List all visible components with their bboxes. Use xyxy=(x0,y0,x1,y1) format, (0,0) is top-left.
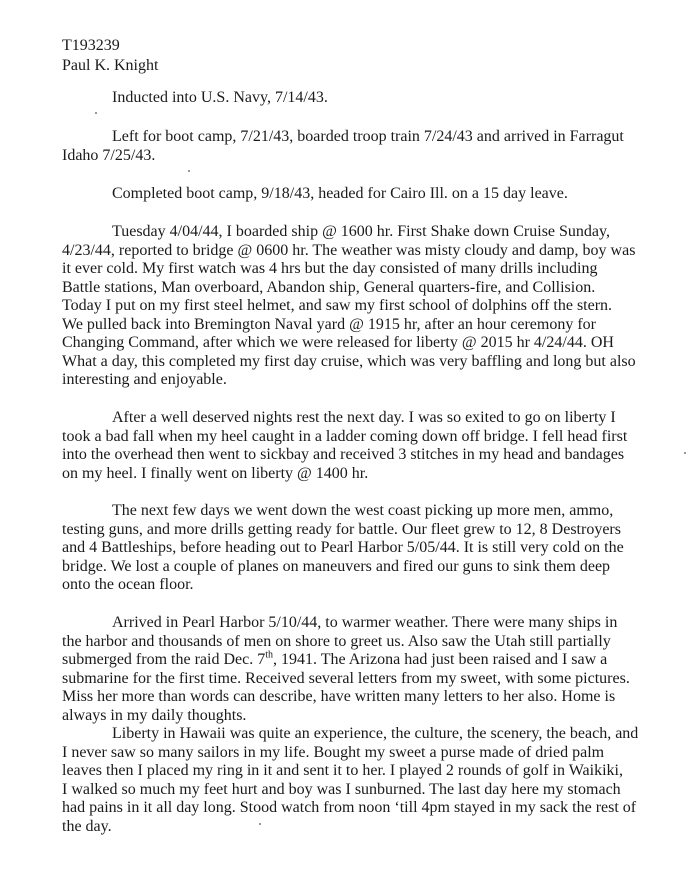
text-line: Changing Command, after which we were released for liberty @ 2015 hr 4/24/44. OH xyxy=(62,334,614,351)
text-line: Arrived in Pearl Harbor 5/10/44, to warmer weather. There were many ships in xyxy=(112,614,618,631)
document-header xyxy=(62,37,158,77)
text-line: Tuesday 4/04/44, I boarded ship @ 1600 hr. First Shake down Cruise Sunday, xyxy=(112,223,610,240)
document-id: T193239 xyxy=(62,37,120,54)
scan-speck xyxy=(188,170,190,172)
text-fragment: , 1941. The Arizona had just been raised and I saw a xyxy=(272,651,608,668)
scan-speck xyxy=(259,823,261,825)
ordinal-suffix: th xyxy=(265,649,273,661)
text-line: Completed boot camp, 9/18/43, headed for Cairo Ill. on a 15 day leave. xyxy=(112,185,568,202)
text-line: Battle stations, Man overboard, Abandon ship, General quarters-fire, and Collision. xyxy=(62,278,596,296)
text-line: took a bad fall when my heel caught in a ladder coming down off bridge. I fell head first xyxy=(62,427,628,445)
text-line: Left for boot camp, 7/21/43, boarded troop train 7/24/43 and arrived in Farragut xyxy=(112,128,624,145)
paragraph-shakedown-cruise xyxy=(62,223,674,390)
paragraph-liberty-fall xyxy=(62,409,674,483)
text-line: testing guns, and more drills getting ready for battle. Our fleet grew to 12, 8 Destroyers xyxy=(62,520,621,538)
text-line: Idaho 7/25/43. xyxy=(62,146,156,164)
text-line: After a well deserved nights rest the next day. I was so exited to go on liberty I xyxy=(112,409,616,426)
text-line: I walked so much my feet hurt and boy was I sunburned. The last day here my stomach xyxy=(62,780,621,798)
paragraph-pearl-harbor xyxy=(62,614,674,725)
text-line xyxy=(62,651,674,670)
text-line: bridge. We lost a couple of planes on maneuvers and fired our guns to sink them deep xyxy=(62,557,611,575)
text-line: into the overhead then went to sickbay and received 3 stitches in my head and bandages xyxy=(62,446,625,463)
text-line: The next few days we went down the west coast picking up more men, ammo, xyxy=(112,502,614,519)
scan-speck xyxy=(95,112,97,114)
text-line: We pulled back into Bremington Naval yard @ 1915 hr, after an hour ceremony for xyxy=(62,315,596,333)
text-line: Miss her more than words can describe, have written many letters to her also. Home is xyxy=(62,688,616,705)
paragraph-boot-camp-complete xyxy=(62,185,674,204)
text-line: it ever cold. My first watch was 4 hrs but the day consisted of many drills including xyxy=(62,260,598,277)
text-line: Today I put on my first steel helmet, and saw my first school of dolphins off the stern. xyxy=(62,297,613,314)
text-line: the harbor and thousands of men on shore to greet us. Also saw the Utah still partially xyxy=(62,632,611,650)
paragraph-boot-camp-departure xyxy=(62,128,674,165)
text-line: 4/23/44, reported to bridge @ 0600 hr. The weather was misty cloudy and damp, boy was xyxy=(62,241,636,259)
text-line: interesting and enjoyable. xyxy=(62,371,227,388)
text-line: submarine for the first time. Received several letters from my sweet, with some pictures. xyxy=(62,669,630,687)
text-line: on my heel. I finally went on liberty @ 1400 hr. xyxy=(62,464,369,482)
text-line: Inducted into U.S. Navy, 7/14/43. xyxy=(112,89,328,106)
text-line: had pains in it all day long. Stood watch from noon ‘till 4pm stayed in my sack the rest of xyxy=(62,799,637,816)
paragraph-inducted xyxy=(62,89,674,108)
text-fragment: submerged from the raid Dec. 7 xyxy=(62,651,266,668)
paragraph-west-coast xyxy=(62,502,674,595)
paragraph-hawaii-liberty xyxy=(62,725,674,836)
text-line: always in my daily thoughts. xyxy=(62,706,247,724)
text-line: and 4 Battleships, before heading out to Pearl Harbor 5/05/44. It is still very cold on the xyxy=(62,539,624,556)
text-line: Liberty in Hawaii was quite an experience, the culture, the scenery, the beach, and xyxy=(112,725,639,742)
author-name: Paul K. Knight xyxy=(62,57,159,74)
scan-speck xyxy=(684,452,686,454)
text-line: I never saw so many sailors in my life. Bought my sweet a purse made of dried palm xyxy=(62,743,605,761)
text-line: What a day, this completed my first day cruise, which was very baffling and long but also xyxy=(62,352,636,370)
text-line: leaves then I placed my ring in it and sent it to her. I played 2 rounds of golf in Waikiki, xyxy=(62,762,623,779)
text-line: onto the ocean floor. xyxy=(62,576,194,593)
text-line: the day. xyxy=(62,817,112,835)
